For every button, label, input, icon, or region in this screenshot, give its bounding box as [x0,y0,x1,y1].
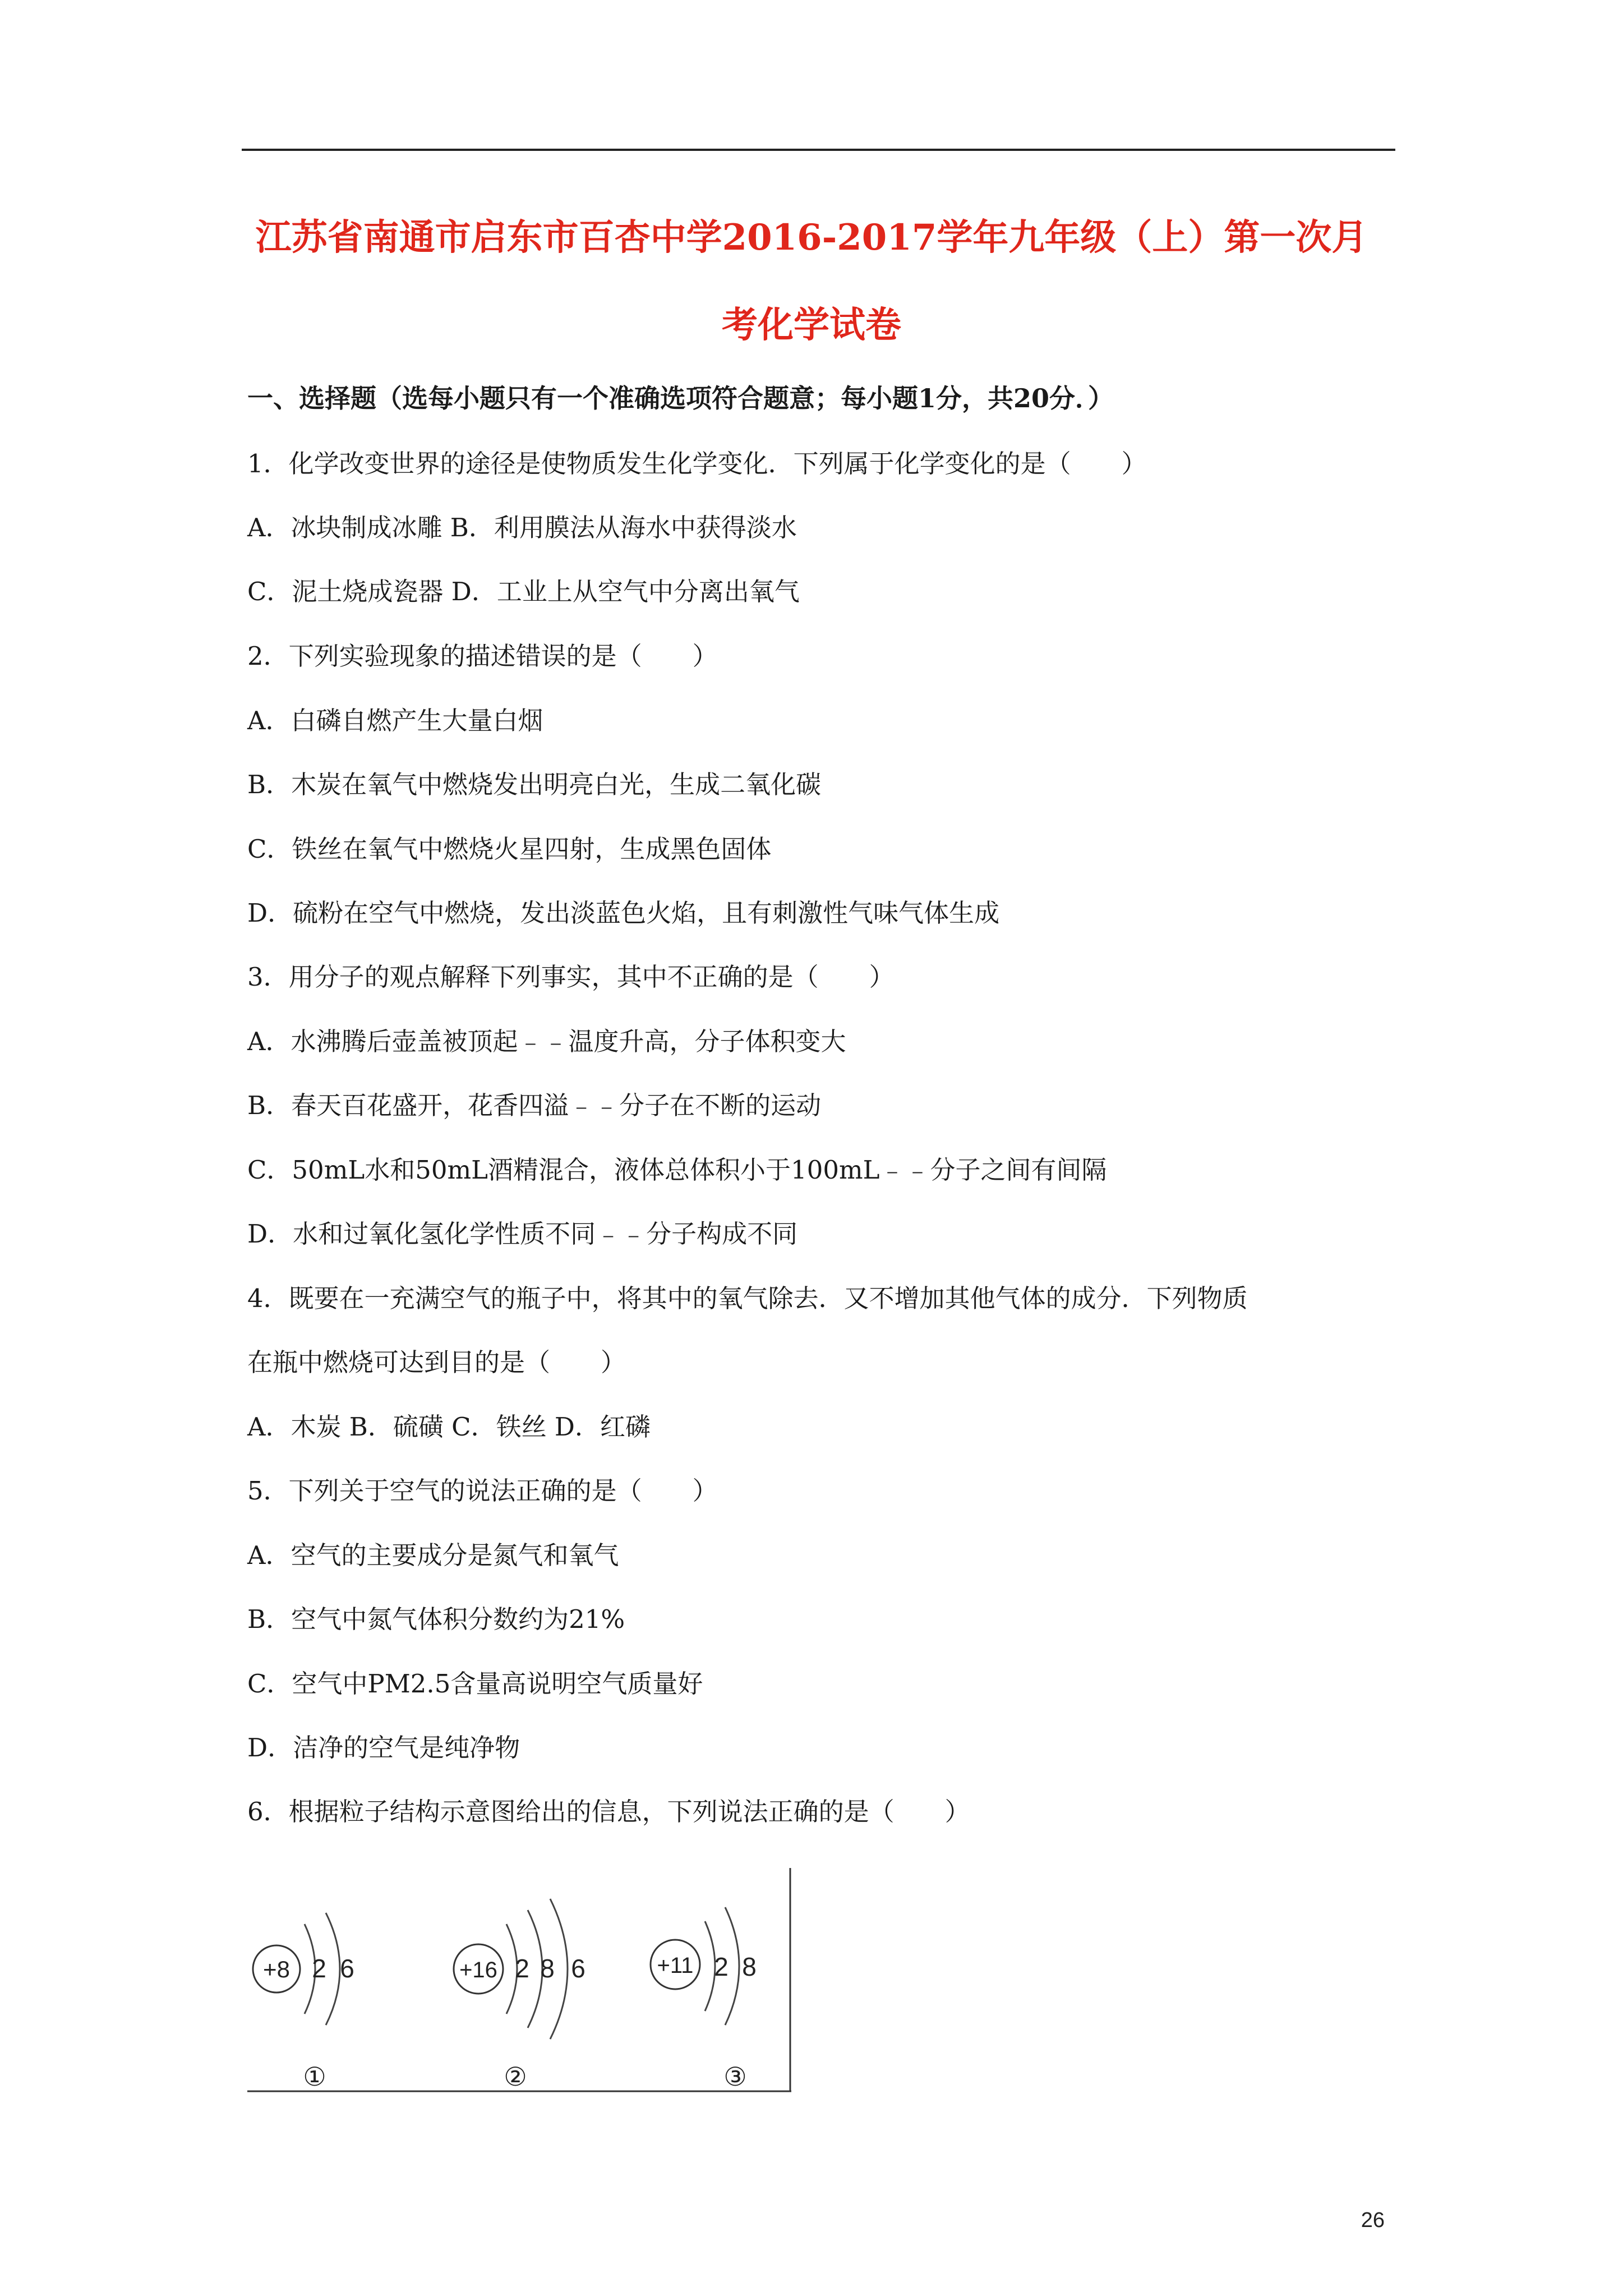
particle-3-shell-1: 2 [714,1952,728,1981]
particle-1-shell-1: 2 [312,1954,326,1983]
q2-option-c: C．铁丝在氧气中燃烧火星四射，生成黑色固体 [247,834,772,864]
q3-option-c: C．50mL水和50mL酒精混合，液体总体积小于100mL﹣﹣分子之间有间隔 [247,1155,1107,1185]
particle-2-shell-1: 2 [515,1954,529,1983]
q1-options-line1: A．冰块制成冰雕 B．利用膜法从海水中获得淡水 [247,513,797,542]
q5-option-c: C．空气中PM2.5含量高说明空气质量好 [247,1669,703,1699]
particle-2-shell-3: 6 [571,1954,585,1983]
particle-1-shell-2: 6 [340,1954,354,1983]
page-number: 26 [1361,2208,1385,2232]
q2-stem: 2．下列实验现象的描述错误的是（ ） [247,641,718,671]
section-heading: 一、选择题（选每小题只有一个准确选项符合题意；每小题1分，共20分．） [247,383,1114,413]
particle-2-shell-2: 8 [540,1954,555,1983]
q4-stem-line1: 4．既要在一充满空气的瓶子中，将其中的氧气除去．又不增加其他气体的成分．下列物质 [247,1283,1248,1313]
q2-option-a: A．白磷自燃产生大量白烟 [247,706,543,735]
particle-2-label: ② [504,2062,527,2091]
q5-option-d: D．洁净的空气是纯净物 [247,1733,520,1763]
particle-1-label: ① [303,2062,326,2091]
paper-title-line2: 考化学试卷 [722,304,901,346]
q2-option-b: B．木炭在氧气中燃烧发出明亮白光，生成二氧化碳 [247,770,822,799]
q2-option-d: D．硫粉在空气中燃烧，发出淡蓝色火焰，且有刺激性气味气体生成 [247,898,1000,928]
q3-option-a: A．水沸腾后壶盖被顶起﹣﹣温度升高，分子体积变大 [247,1027,846,1056]
q6-stem: 6．根据粒子结构示意图给出的信息，下列说法正确的是（ ） [247,1797,970,1826]
particle-structure-figure [247,1868,791,2098]
q3-option-b: B．春天百花盛开，花香四溢﹣﹣分子在不断的运动 [247,1091,822,1120]
q5-option-a: A．空气的主要成分是氮气和氧气 [247,1540,619,1570]
q4-options: A．木炭 B．硫磺 C．铁丝 D．红磷 [247,1412,651,1442]
q5-option-b: B．空气中氮气体积分数约为21% [247,1604,625,1634]
particle-3 [651,1907,757,2091]
paper-title-line1: 江苏省南通市启东市百杏中学2016-2017学年九年级（上）第一次月 [255,217,1368,259]
particle-1 [253,1913,354,2091]
header-rule [242,149,1395,151]
particle-3-shell-2: 8 [742,1952,757,1981]
q4-stem-line2: 在瓶中燃烧可达到目的是（ ） [247,1347,626,1377]
particle-3-nucleus: +11 [657,1953,694,1978]
q3-option-d: D．水和过氧化氢化学性质不同﹣﹣分子构成不同 [247,1219,798,1249]
particle-3-label: ③ [723,2062,747,2091]
particle-2-nucleus: +16 [459,1958,497,1982]
particle-2 [454,1899,585,2091]
q5-stem: 5．下列关于空气的说法正确的是（ ） [247,1476,718,1506]
q1-stem: 1．化学改变世界的途径是使物质发生化学变化．下列属于化学变化的是（ ） [247,449,1147,478]
q3-stem: 3．用分子的观点解释下列事实，其中不正确的是（ ） [247,962,895,992]
q1-options-line2: C．泥土烧成瓷器 D．工业上从空气中分离出氧气 [247,577,800,606]
particle-1-nucleus: +8 [263,1956,290,1982]
